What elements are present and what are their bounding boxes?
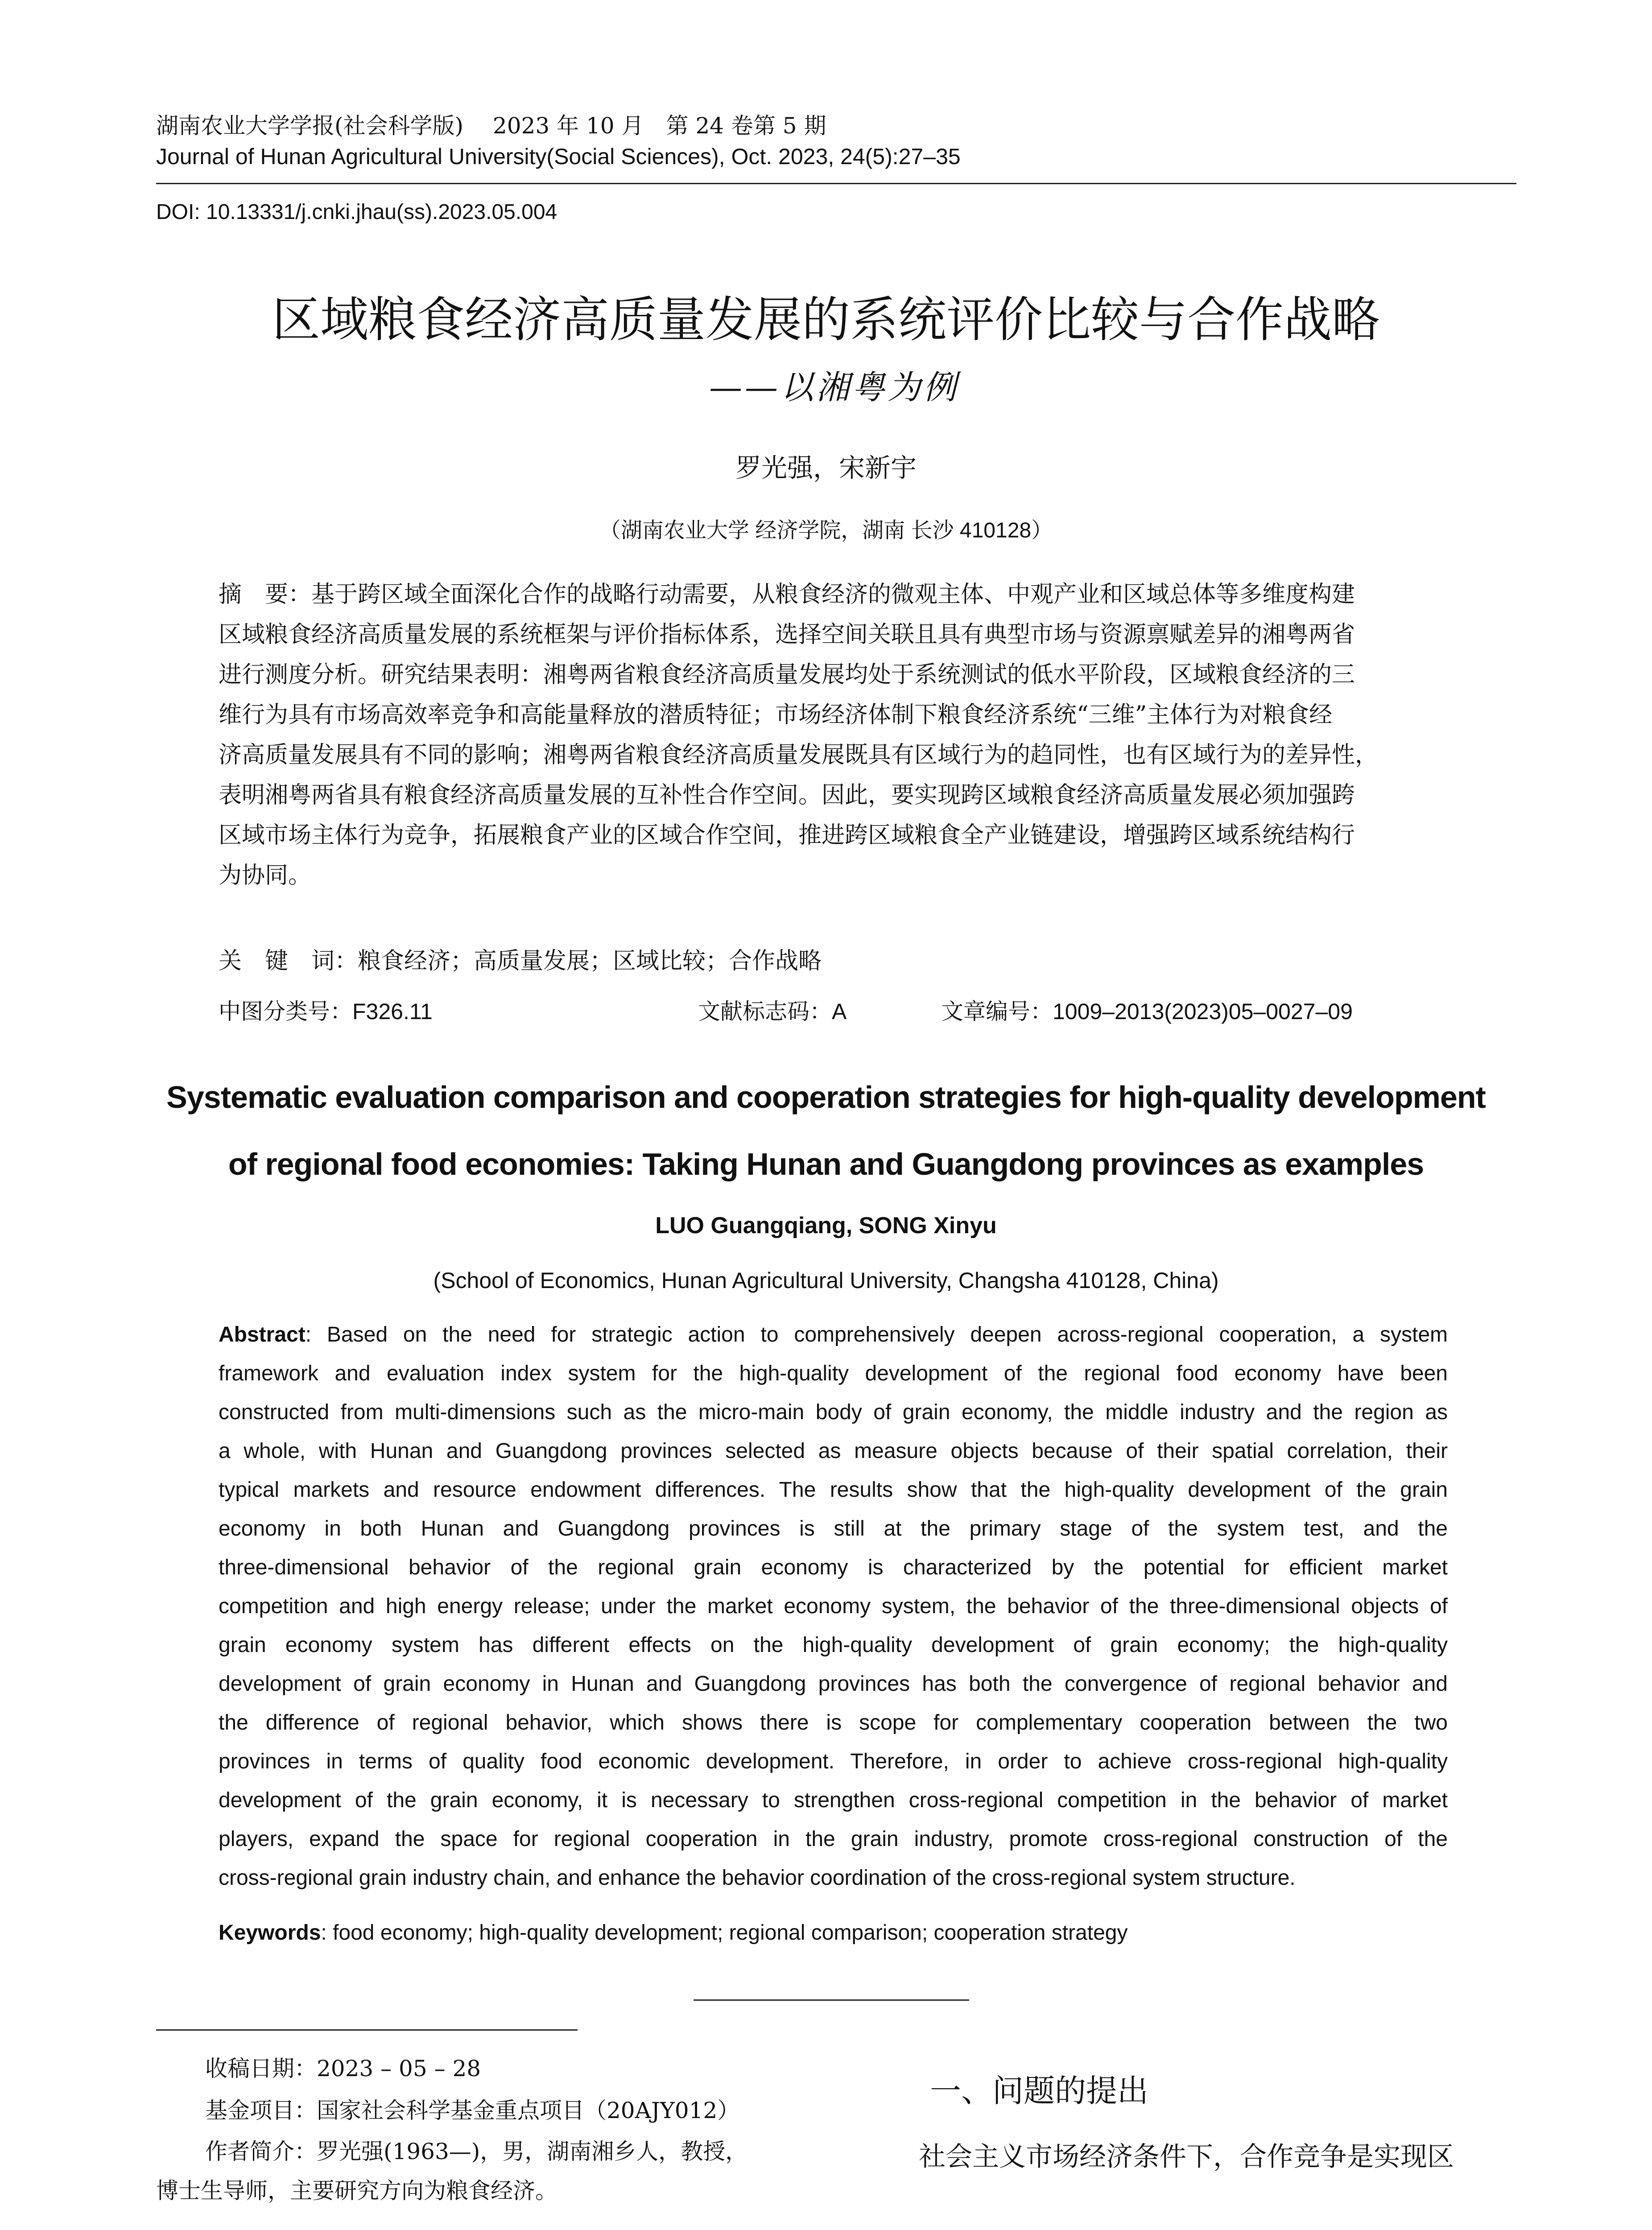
abstract-en-line: a whole, with Hunan and Guangdong provinces selected as measure objects because of their spatial correlation, their xyxy=(219,1439,1448,1463)
fund-project: 基金项目：国家社会科学基金重点项目（20AJY012） xyxy=(205,2098,740,2123)
abstract-en-line: competition and high energy release; under the market economy system, the behavior of the three-dimensional objects of xyxy=(219,1594,1448,1618)
journal-header-en: Journal of Hunan Agricultural University(Social Sciences), Oct. 2023, 24(5):27–35 xyxy=(156,144,961,169)
keywords-en-label: Keywords xyxy=(219,1921,321,1945)
author-bio-line2: 博士生导师，主要研究方向为粮食经济。 xyxy=(156,2178,558,2204)
affiliation-en: (School of Economics, Hunan Agricultural University, Changsha 410128, China) xyxy=(433,1268,1219,1293)
abstract-cn-line: 维行为具有市场高效率竞争和高能量释放的潜质特征；市场经济体制下粮食经济系统“三维”主体行为对粮食经 xyxy=(219,702,1333,728)
abstract-en-line: players, expand the space for regional cooperation in the grain industry, promote cross-regional construction of the xyxy=(219,1827,1448,1851)
abstract-cn-line: 区域市场主体行为竞争，拓展粮食产业的区域合作空间，推进跨区域粮食全产业链建设，增强跨区域系统结构行 xyxy=(219,822,1355,849)
abstract-en-line: cross-regional grain industry chain, and enhance the behavior coordination of the cross-regional system structure. xyxy=(219,1866,1296,1890)
keywords-cn: 关 键 词：粮食经济；高质量发展；区域比较；合作战略 xyxy=(219,948,822,975)
paper-title-en-line2: of regional food economies: Taking Hunan and Guangdong provinces as examples xyxy=(228,1147,1424,1181)
abstract-en-line: three-dimensional behavior of the regional grain economy is characterized by the potential for efficient market xyxy=(219,1556,1448,1579)
abstract-cn-line: 济高质量发展具有不同的影响；湘粤两省粮食经济高质量发展既具有区域行为的趋同性，也有区域行为的差异性， xyxy=(219,742,1379,768)
body-first-line: 社会主义市场经济条件下，合作竞争是实现区 xyxy=(919,2141,1454,2172)
abstract-en-line: provinces in terms of quality food economic development. Therefore, in order to achieve cross-regional high-quality xyxy=(219,1750,1448,1773)
abstract-en-line: constructed from multi-dimensions such as the micro-main body of grain economy, the middle industry and the region as xyxy=(219,1400,1448,1424)
abstract-en-line: economy in both Hunan and Guangdong provinces is still at the primary stage of the system test, and the xyxy=(219,1517,1448,1540)
abstract-cn-line: 摘 要：基于跨区域全面深化合作的战略行动需要，从粮食经济的微观主体、中观产业和区域总体等多维度构建 xyxy=(219,581,1355,608)
abstract-en-line: the difference of regional behavior, which shows there is scope for complementary cooperation between the two xyxy=(219,1711,1448,1734)
abstract-en-line: grain economy system has different effects on the high-quality development of grain economy; the high-quality xyxy=(219,1633,1448,1657)
section-divider xyxy=(694,1999,969,2001)
abstract-en-label: Abstract xyxy=(219,1323,306,1346)
header-divider xyxy=(156,183,1516,184)
received-date: 收稿日期：2023 – 05 – 28 xyxy=(205,2056,481,2081)
article-number: 文章编号：1009–2013(2023)05–0027–09 xyxy=(941,999,1353,1024)
abstract-en-line: development of grain economy in Hunan and Guangdong provinces has both the convergence of regional behavior and xyxy=(219,1672,1448,1696)
paper-title-en-line1: Systematic evaluation comparison and cooperation strategies for high-quality development xyxy=(166,1080,1486,1115)
paper-subtitle-cn: ——以湘粤为例 xyxy=(709,368,959,407)
abstract-cn-line: 表明湘粤两省具有粮食经济高质量发展的互补性合作空间。因此，要实现跨区域粮食经济高质量发展必须加强跨 xyxy=(219,782,1355,809)
abstract-en-line: typical markets and resource endowment differences. The results show that the high-quality development of the grain xyxy=(219,1478,1448,1502)
abstract-cn-line: 区域粮食经济高质量发展的系统框架与评价指标体系，选择空间关联且具有典型市场与资源禀赋差异的湘粤两省 xyxy=(219,621,1355,648)
keywords-en: Keywords: food economy; high-quality development; regional comparison; cooperation strategy xyxy=(219,1921,1128,1945)
section-heading: 一、问题的提出 xyxy=(930,2073,1148,2108)
paper-title-cn: 区域粮食经济高质量发展的系统评价比较与合作战略 xyxy=(272,293,1380,347)
journal-header-cn: 湖南农业大学学报(社会科学版) 2023 年 10 月 第 24 卷第 5 期 xyxy=(156,113,826,139)
doi-line[interactable]: DOI: 10.13331/j.cnki.jhau(ss).2023.05.004 xyxy=(156,200,558,224)
footnote-divider xyxy=(156,2029,578,2031)
document-code: 文献标志码：A xyxy=(698,999,847,1024)
abstract-en-line: development of the grain economy, it is necessary to strengthen cross-regional competition in the behavior of market xyxy=(219,1788,1448,1812)
abstract-cn-line: 为协同。 xyxy=(219,862,312,889)
abstract-en-line: framework and evaluation index system for the high-quality development of the regional food economy have been xyxy=(219,1362,1448,1385)
affiliation-cn: （湖南农业大学 经济学院，湖南 长沙 410128） xyxy=(599,519,1053,542)
authors-en: LUO Guangqiang, SONG Xinyu xyxy=(655,1213,997,1239)
authors-cn: 罗光强，宋新宇 xyxy=(735,454,917,483)
abstract-en-line: Abstract: Based on the need for strategic action to comprehensively deepen across-regional cooperation, a system xyxy=(219,1323,1448,1346)
clc-number: 中图分类号：F326.11 xyxy=(219,999,433,1024)
abstract-cn-line: 进行测度分析。研究结果表明：湘粤两省粮食经济高质量发展均处于系统测试的低水平阶段，区域粮食经济的三 xyxy=(219,661,1355,688)
author-bio-line1: 作者简介：罗光强(1963—)，男，湖南湘乡人，教授， xyxy=(205,2139,748,2164)
